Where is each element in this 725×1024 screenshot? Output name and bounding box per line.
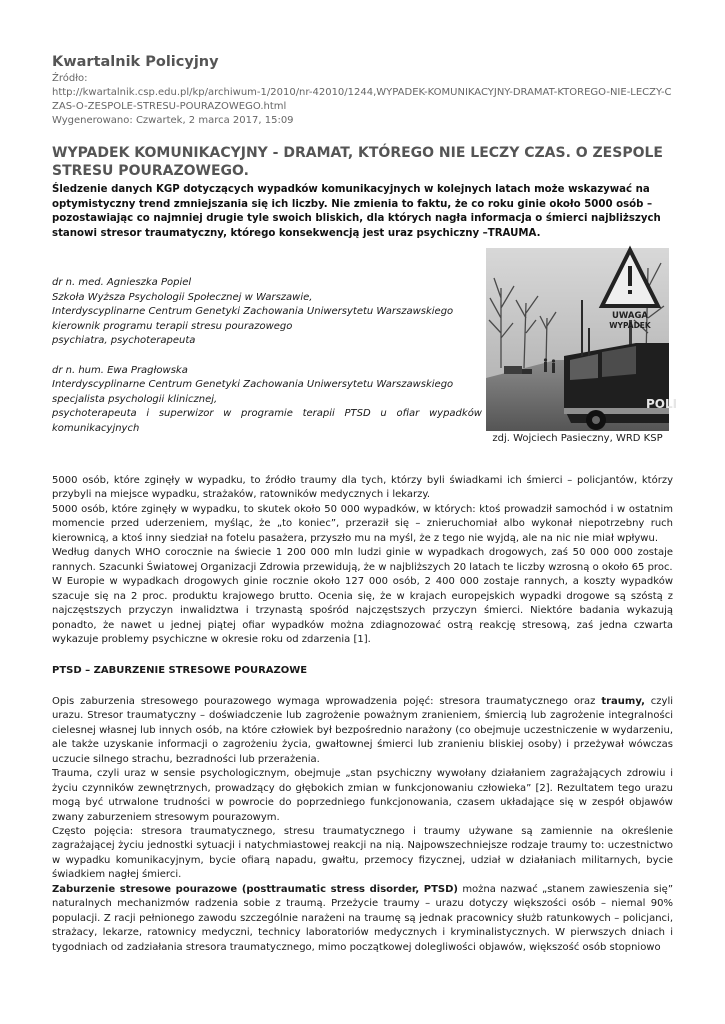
body-paragraph-5: [52, 695, 673, 767]
author-1-affiliation-1: Szkoła Wyższa Psychologii Społecznej w Warszawie,: [52, 291, 313, 303]
author-2-affiliation-1: Interdyscyplinarne Centrum Genetyki Zachowania Uniwersytetu Warszawskiego: [52, 379, 454, 391]
authors-spacer: [52, 349, 482, 364]
body-paragraph-3: Według danych WHO corocznie na świecie 1 200 000 mln ludzi ginie w wypadkach drogowych, zaś 50 000 000 zostaje rannych. Szacunki Światowej Organizacji Zdrowia przewidują, że w najbliższych 20 latach te liczby wzrosną o około 65 proc.: [52, 547, 673, 573]
van-text-police: POLI: [646, 397, 678, 411]
accident-photo: [486, 248, 678, 431]
p5-text-b: czyli urazu. Stresor traumatyczny – doświadczenie lub zagrożenie poważnym zranieniem, śmiercią lub zagrożenie integralności cielesnej własnej lub innych osób, na które człowiek był bezpośrednio narażony (co obejmuje uczestniczenie w wydarzeniu, ale także uzyskanie informacji o zagrożeniu życia, gwałtownej śmierci lub zranieniu bliskiej osoby) i przeżywał wówczas uczucie silnego strachu, bezradności lub przerażenia.: [52, 695, 673, 765]
source-url-line-1[interactable]: http://kwartalnik.csp.edu.pl/kp/archiwum-1/2010/nr-42010/1244,WYPADEK-KOMUNIKACYJNY-DRAMAT-KTOREGO-NIE-LECZY-C: [52, 87, 672, 98]
p5-text-a: Opis zaburzenia stresowego pourazowego wymaga wprowadzenia pojęć: stresora traumatycznego oraz: [52, 695, 602, 707]
source-label: Źródło:: [52, 73, 88, 84]
article-lead: Śledzenie danych KGP dotyczących wypadków komunikacyjnych w kolejnych latach może wskazywać na optymistyczny trend zmniejszania się ich liczby. Nie zmienia to faktu, że co roku ginie około 5000 osób – pozostawiając co najmniej drugie tyle swoich bliskich, dla których nagła informacja o śmierci najbliższych stanowi stresor traumatyczny, którego konsekwencją jest uraz psychiczny –TRAUMA.: [52, 184, 661, 239]
author-1-name: dr n. med. Agnieszka Popiel: [52, 277, 192, 288]
source-meta: [52, 72, 678, 128]
article-body: [52, 474, 673, 955]
source-url-line-2[interactable]: ZAS-O-ZESPOLE-STRESU-POURAZOWEGO.html: [52, 101, 287, 112]
accident-photo-image: [486, 248, 678, 431]
author-2-role-2: psychoterapeuta i superwizor w programie terapii PTSD u ofiar wypadków komunikacyjnych: [52, 408, 482, 434]
p8-text-a: można nazwać „stanem zawieszenia się” naturalnych mechanizmów radzenia sobie z traumą. Przeżycie traumy – urazu dotyczy większości osób – niemal 90% populacji. Z racji pełnionego zawodu szczególnie narażeni na traumę są jednak pracownicy służb ratunkowych – policjanci, strażacy, lekarze, ratownicy medyczni, technicy laboratoriów medycznych i kryminalistycznych. W pierwszych dniach i tygodniach od zadziałania stresora traumatycznego, mimo początkowej dolegliwości objawów, większość osób stopniowo: [52, 883, 673, 953]
body-paragraph-4: W Europie w wypadkach drogowych ginie rocznie około 127 000 osób, 2 400 000 zostaje rannych, a koszty wypadków szacuje się na 2 proc. produktu krajowego brutto. Ocenia się, że w krajach europejskich wypadki drogowe są szóstą z najczęstszych przyczyn inwalidztwa i trzynastą spośród najczęstszych przyczyn śmierci. Niektóre badania wykazują ponadto, że nawet u jednej piątej ofiar wypadków można zdiagnozować ostrą reakcję stresową, zaś jedna czwarta wykazuje problemy psychiczne w okresie roku od zdarzenia [1].: [52, 576, 673, 645]
author-1-affiliation-2: Interdyscyplinarne Centrum Genetyki Zachowania Uniwersytetu Warszawskiego: [52, 306, 454, 318]
body-paragraph-2: 5000 osób, które zginęły w wypadku, to skutek około 50 000 wypadków, w których: ktoś prowadził samochód i w ostatnim momencie przed uderzeniem, myśląc, że „to koniec”, przeraził się – znieruchomiał albo wykonał niepotrzebny ruch kierownicą, a ktoś inny siedział na fotelu pasażera, przyszło mu na myśl, że z tego nie wyjdą, ale na nic nie miał wpływu.: [52, 503, 673, 544]
site-title: Kwartalnik Policyjny: [52, 54, 219, 70]
author-1-role-1: kierownik programu terapii stresu pourazowego: [52, 320, 293, 332]
authors-block: [52, 276, 482, 437]
article-title: WYPADEK KOMUNIKACYJNY - DRAMAT, KTÓREGO NIE LECZY CZAS. O ZESPOLE STRESU POURAZOWEGO.: [52, 145, 663, 179]
p5-bold-trauma: traumy,: [601, 695, 645, 707]
sign-text-wypadek: WYPADEK: [609, 321, 651, 330]
body-paragraph-8: [52, 883, 673, 955]
p8-bold-ptsd: Zaburzenie stresowe pourazowe (posttraumatic stress disorder, PTSD): [52, 883, 458, 895]
body-paragraph-1: 5000 osób, które zginęły w wypadku, to źródło traumy dla tych, którzy byli świadkami ich śmierci – policjantów, którzy przybyli na miejsce wypadku, strażaków, ratowników medycznych i lekarzy.: [52, 475, 673, 501]
section-heading-ptsd: PTSD – ZABURZENIE STRESOWE POURAZOWE: [52, 665, 308, 677]
generated-timestamp: Wygenerowano: Czwartek, 2 marca 2017, 15:09: [52, 115, 294, 126]
sign-text-uwaga: UWAGA: [611, 311, 649, 321]
author-2-role-1: specjalista psychologii klinicznej,: [52, 393, 218, 405]
photo-caption: zdj. Wojciech Pasieczny, WRD KSP: [492, 433, 663, 444]
author-1-role-2: psychiatra, psychoterapeuta: [52, 335, 196, 347]
author-2-name: dr n. hum. Ewa Pragłowska: [52, 364, 188, 376]
body-paragraph-7: Często pojęcia: stresora traumatycznego, stresu traumatycznego i traumy używane są zamiennie na określenie zagrażającej życiu jednostki sytuacji i natychmiastowej reakcji na nią. Najpowszechniejsze rodzaje traumy to: uczestnictwo w wypadku komunikacyjnym, bycie ofiarą napadu, gwałtu, przemocy fizycznej, udział w działaniach militarnych, bycie świadkiem nagłej śmierci.: [52, 825, 673, 881]
body-paragraph-6: Trauma, czyli uraz w sensie psychologicznym, obejmuje „stan psychiczny wywołany działaniem zagrażających zdrowiu i życiu czynników zewnętrznych, prowadzący do głębokich zmian w funkcjonowaniu człowieka” [2]. Rezultatem tego urazu mogą być utrwalone trudności w powrocie do poprzedniego funkcjonowania, czasem układające się w zespół objawów zwany zaburzeniem stresowym pourazowym.: [52, 768, 673, 823]
